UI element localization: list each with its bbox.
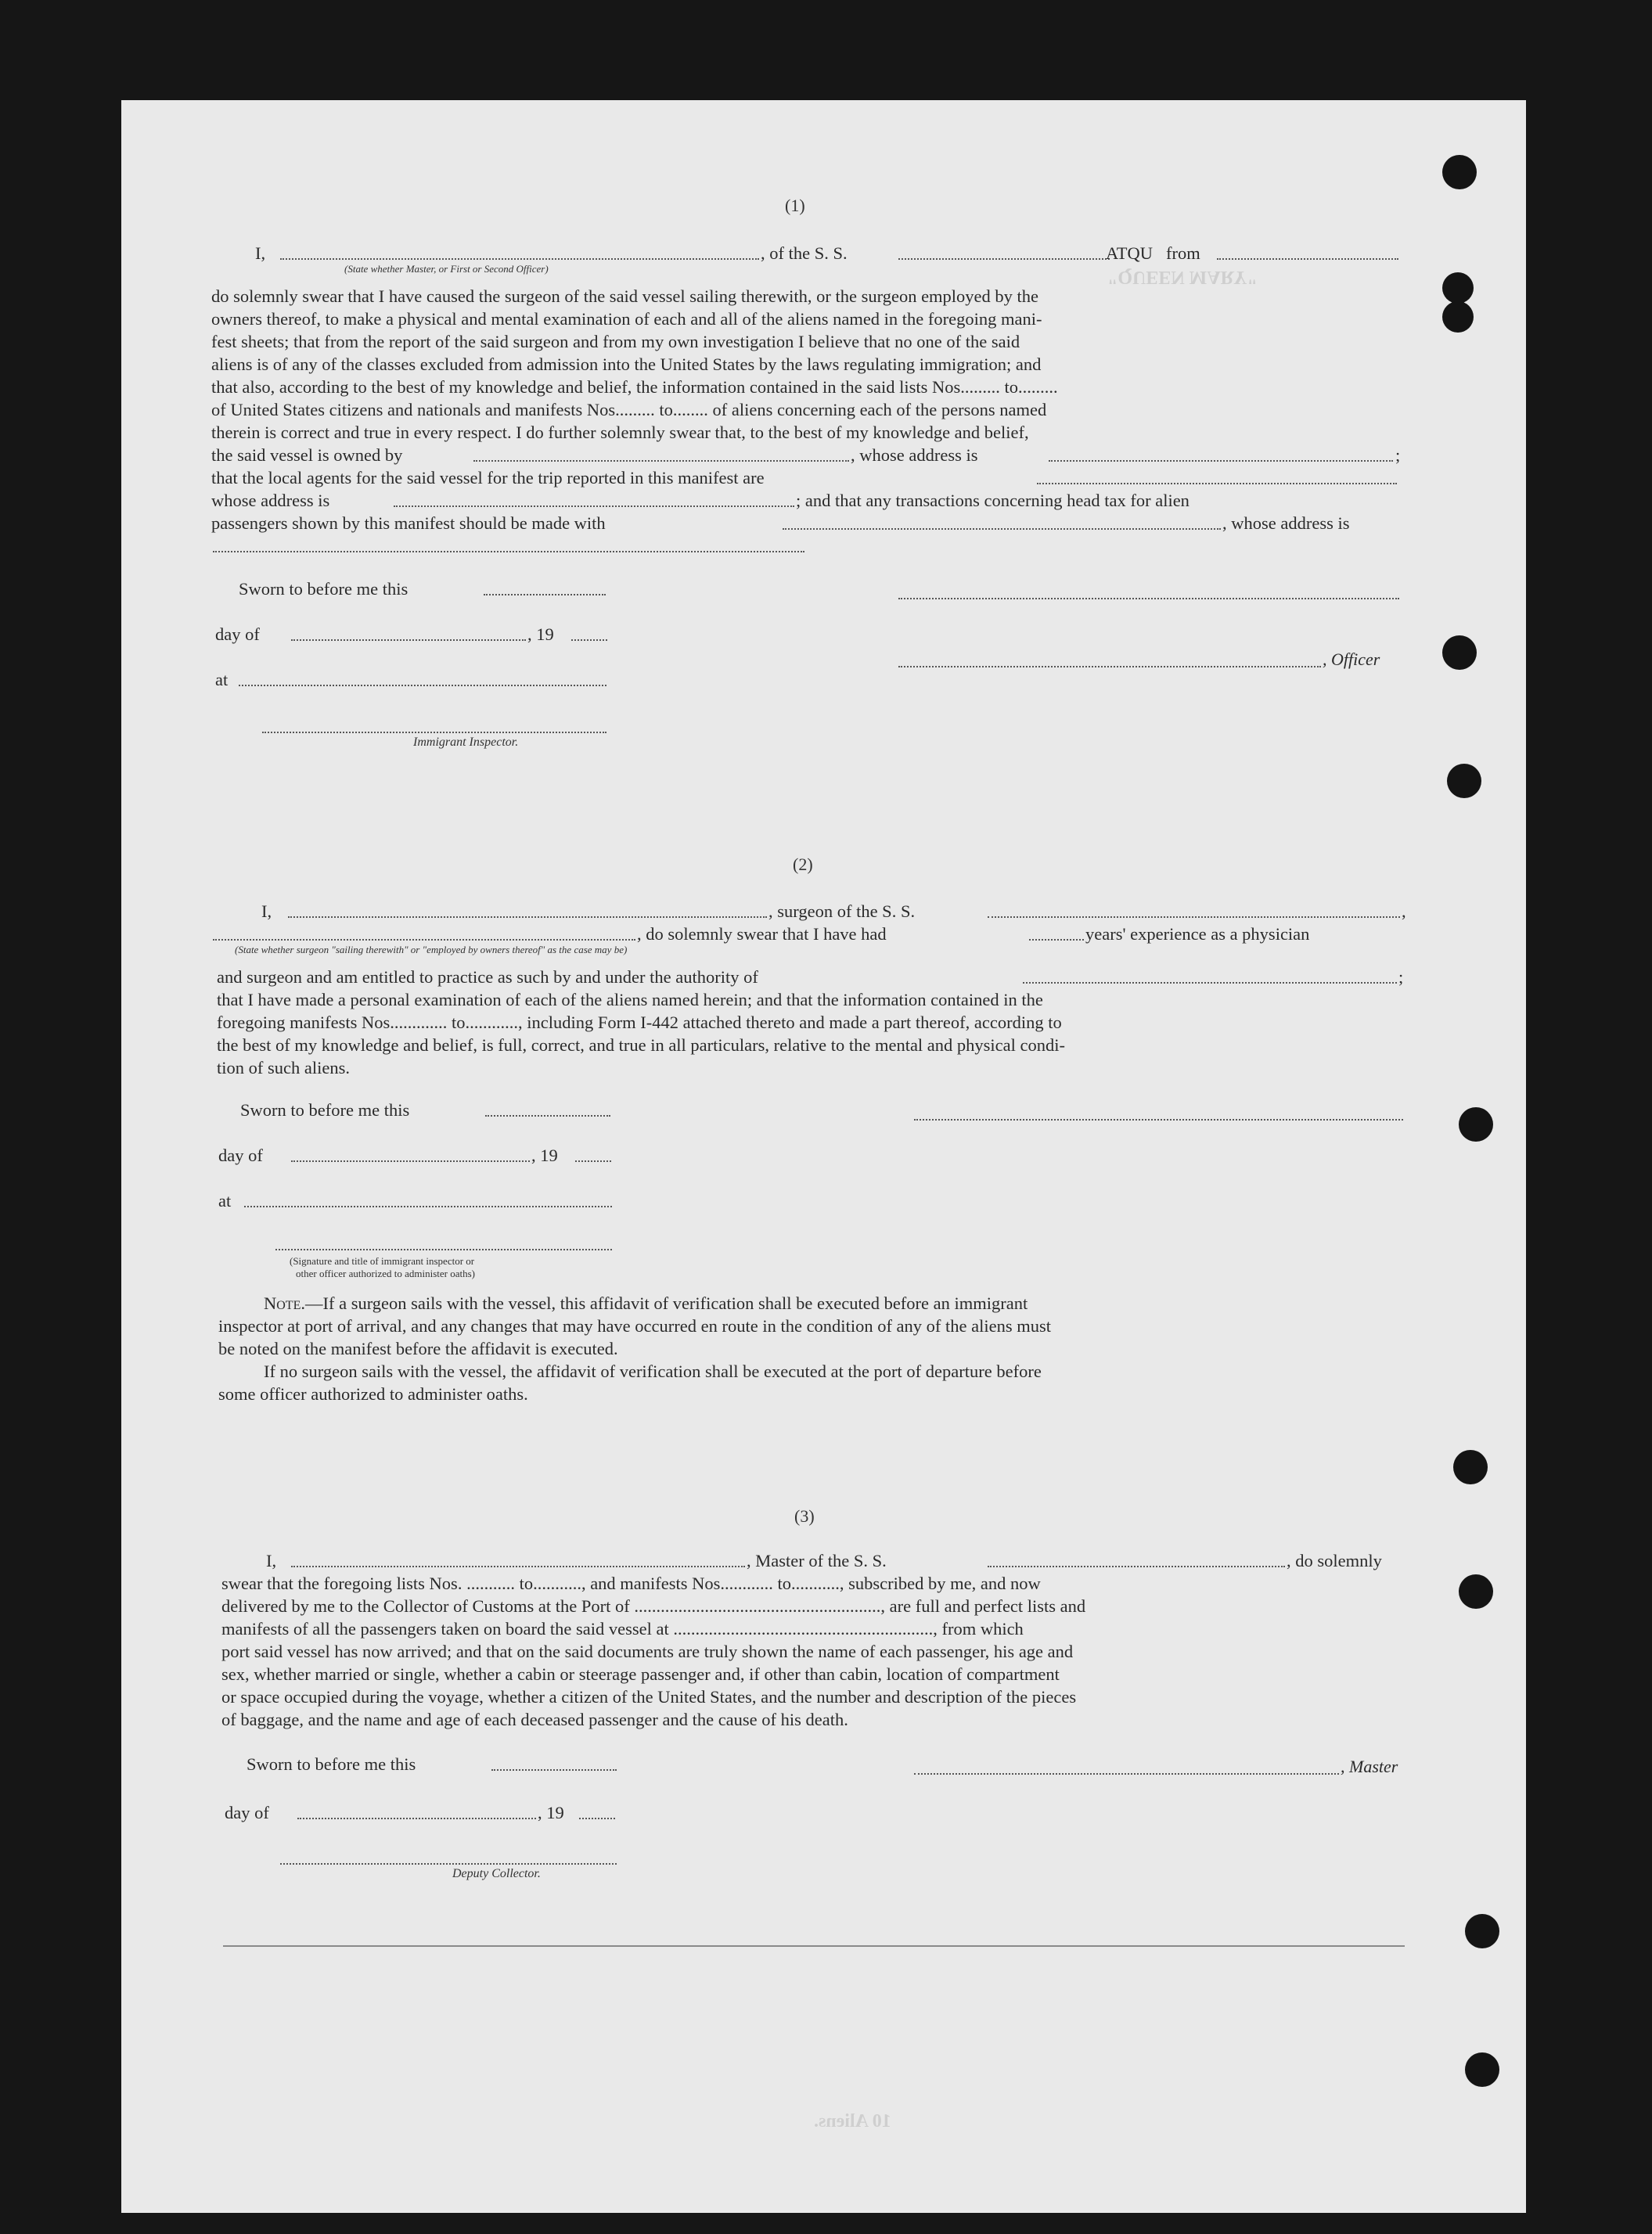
s3-year-label: , 19 — [538, 1803, 564, 1822]
passengers-label: passengers shown by this manifest should be made with — [211, 513, 606, 533]
agents-address-field[interactable] — [394, 505, 794, 507]
s3-day-of-label: day of — [225, 1803, 269, 1822]
s1-i-label: I, — [255, 243, 266, 263]
sig-caption-line-2: other officer authorized to administer oaths) — [296, 1268, 475, 1279]
s2-day-of-label: day of — [218, 1146, 263, 1165]
binder-hole — [1459, 1574, 1493, 1609]
section-2-number: (2) — [793, 854, 813, 874]
ship-name-field[interactable] — [898, 258, 1110, 260]
binder-hole — [1447, 764, 1481, 798]
sig-caption-line-1: (Signature and title of immigrant inspector or — [290, 1255, 475, 1267]
bleed-through-ship-name: "QUEEN MARY" — [1107, 267, 1258, 287]
binder-hole — [1453, 1450, 1488, 1484]
s2-at-label: at — [218, 1191, 232, 1211]
s3-line: of baggage, and the name and age of each deceased passenger and the cause of his death. — [221, 1710, 848, 1729]
surgeon-name-field[interactable] — [288, 916, 767, 918]
note-text: —If a surgeon sails with the vessel, this affidavit of verification shall be executed before an immigrant — [304, 1293, 1028, 1313]
s3-deputy-signature-line[interactable] — [280, 1863, 617, 1865]
head-tax-agent-field[interactable] — [783, 528, 1221, 530]
master-name-field[interactable] — [291, 1566, 745, 1567]
s3-line: or space occupied during the voyage, whether a citizen of the United States, and the number and description of the pieces — [221, 1687, 1077, 1707]
owner-field[interactable] — [473, 460, 849, 462]
local-agents-field[interactable] — [1037, 483, 1397, 484]
s2-at-field[interactable] — [244, 1206, 612, 1207]
binder-hole — [1465, 2052, 1499, 2087]
s1-line: do solemnly swear that I have caused the surgeon of the said vessel sailing therewith, or the surgeon employed by the — [211, 286, 1039, 306]
surgeon-of-ss-label: , surgeon of the S. S. — [768, 901, 916, 921]
binder-hole — [1459, 1107, 1493, 1142]
s1-day-of-label: day of — [215, 624, 260, 644]
s3-master-signature-line[interactable] — [914, 1773, 1339, 1775]
authority-end: ; — [1398, 967, 1404, 987]
s2-line: foregoing manifests Nos............. to............, including Form I-442 attached thereto and made a part thereof, according to — [217, 1013, 1062, 1032]
s1-of-ss-label: , of the S. S. — [761, 243, 848, 263]
s1-officer-name-line[interactable] — [898, 666, 1321, 667]
s2-sworn-day-field[interactable] — [485, 1115, 610, 1117]
note-2-line-1: If no surgeon sails with the vessel, the affidavit of verification shall be executed at the port of departure before — [264, 1362, 1042, 1381]
s1-at-label: at — [215, 670, 229, 689]
owner-address-field[interactable] — [1049, 460, 1393, 462]
note-line-1 — [264, 1292, 1028, 1315]
surgeon-caption: (State whether surgeon "sailing therewith" or "employed by owners thereof" as the case may be) — [235, 944, 628, 955]
s1-year-field[interactable] — [571, 639, 607, 641]
s2-year-label: , 19 — [531, 1146, 558, 1165]
passengers-address-field[interactable] — [213, 551, 804, 552]
years-experience-label: years' experience as a physician — [1085, 924, 1310, 944]
s3-line: manifests of all the passengers taken on board the said vessel at ..........................................................., from which — [221, 1619, 1024, 1639]
s1-sworn-label: Sworn to before me this — [239, 579, 409, 599]
swear-label: , do solemnly swear that I have had — [637, 924, 887, 944]
departure-port-field[interactable] — [1217, 258, 1398, 260]
s3-line: port said vessel has now arrived; and that on the said documents are truly shown the name of each passenger, his age and — [221, 1642, 1074, 1661]
s3-ship-name-field[interactable] — [988, 1566, 1285, 1567]
binder-hole — [1442, 155, 1477, 189]
s1-year-label: , 19 — [527, 624, 554, 644]
binder-hole — [1442, 272, 1474, 304]
officer-label: , Officer — [1323, 649, 1380, 669]
agents-address-label: whose address is — [211, 491, 330, 510]
s2-line1-end: , — [1402, 901, 1406, 921]
s3-solemnly-label: , do solemnly — [1287, 1551, 1382, 1570]
s1-line: therein is correct and true in every respect. I do further solemnly swear that, to the best of my knowledge and belief, — [211, 423, 1029, 442]
owner-address-label: , whose address is — [851, 445, 978, 465]
authority-field[interactable] — [1023, 982, 1397, 984]
bleed-through-aliens-count: 10 Aliens. — [814, 2111, 891, 2131]
s1-sworn-day-field[interactable] — [484, 594, 606, 595]
s3-line: sex, whether married or single, whether a cabin or steerage passenger and, if other than cabin, location of compartment — [221, 1664, 1060, 1684]
head-tax-text: ; and that any transactions concerning head tax for alien — [796, 491, 1190, 510]
s2-sworn-label: Sworn to before me this — [240, 1100, 410, 1120]
owner-end: ; — [1395, 445, 1401, 465]
officer-caption: (State whether Master, or First or Second Officer) — [344, 263, 549, 275]
master-of-ss-label: , Master of the S. S. — [747, 1551, 887, 1570]
passengers-address-label: , whose address is — [1222, 513, 1350, 533]
note-line: be noted on the manifest before the affidavit is executed. — [218, 1339, 618, 1358]
surgeon-capacity-field[interactable] — [213, 939, 635, 941]
s1-officer-signature-line[interactable] — [898, 598, 1399, 599]
officer-name-field[interactable] — [280, 258, 759, 260]
s1-month-field[interactable] — [291, 639, 526, 641]
s1-line: owners thereof, to make a physical and mental examination of each and all of the aliens named in the foregoing mani- — [211, 309, 1042, 329]
note-label: Note. — [264, 1293, 305, 1313]
owned-by-label: the said vessel is owned by — [211, 445, 403, 465]
s2-surgeon-signature-line[interactable] — [914, 1119, 1403, 1121]
s2-ship-name-field[interactable] — [988, 916, 1400, 918]
s3-line: swear that the foregoing lists Nos. ........... to..........., and manifests Nos............ to..........., subscribed by me, and now — [221, 1574, 1041, 1593]
master-label: , Master — [1341, 1757, 1398, 1776]
s2-line: that I have made a personal examination of each of the aliens named herein; and that the information contained in the — [217, 990, 1043, 1009]
local-agents-label: that the local agents for the said vessel for the trip reported in this manifest are — [211, 468, 765, 487]
s2-year-field[interactable] — [575, 1160, 611, 1162]
note-line: inspector at port of arrival, and any changes that may have occurred en route in the condition of any of the aliens must — [218, 1316, 1052, 1336]
section-1-number: (1) — [785, 196, 805, 215]
binder-hole — [1442, 301, 1474, 333]
s1-line: aliens is of any of the classes excluded from admission into the United States by the laws regulating immigration; and — [211, 354, 1042, 374]
s1-at-field[interactable] — [239, 685, 606, 686]
binder-hole — [1442, 635, 1477, 670]
s3-sworn-day-field[interactable] — [491, 1769, 617, 1771]
s3-i-label: I, — [266, 1551, 277, 1570]
s1-line: that also, according to the best of my knowledge and belief, the information contained in the said lists Nos......... to......... — [211, 377, 1058, 397]
years-experience-field[interactable] — [1029, 939, 1084, 941]
deputy-caption: Deputy Collector. — [452, 1867, 541, 1880]
note-2-line-2: some officer authorized to administer oaths. — [218, 1384, 528, 1404]
s2-line: tion of such aliens. — [217, 1058, 350, 1077]
s2-line: the best of my knowledge and belief, is full, correct, and true in all particulars, relative to the mental and physical condi- — [217, 1035, 1066, 1055]
inspector-caption: Immigrant Inspector. — [413, 736, 519, 749]
s3-month-field[interactable] — [297, 1818, 536, 1819]
s1-line: fest sheets; that from the report of the said surgeon and from my own investigation I believe that no one of the said — [211, 332, 1020, 351]
s3-line: delivered by me to the Collector of Customs at the Port of ........................................................, are full and perfect lists and — [221, 1596, 1086, 1616]
section-3-number: (3) — [794, 1506, 815, 1526]
s1-from-label: from — [1166, 243, 1200, 263]
s2-month-field[interactable] — [291, 1160, 530, 1162]
s2-i-label: I, — [261, 901, 272, 921]
binder-hole — [1465, 1914, 1499, 1948]
s3-year-field[interactable] — [579, 1818, 615, 1819]
s1-inspector-signature-line[interactable] — [262, 732, 606, 733]
stamp-text: ATQU — [1106, 243, 1153, 263]
s3-sworn-label: Sworn to before me this — [247, 1754, 416, 1774]
s1-line: of United States citizens and nationals and manifests Nos......... to........ of aliens concerning each of the persons named — [211, 400, 1047, 419]
authority-label: and surgeon and am entitled to practice as such by and under the authority of — [217, 967, 758, 987]
s2-inspector-signature-line[interactable] — [275, 1249, 612, 1250]
bottom-rule — [223, 1945, 1405, 1947]
